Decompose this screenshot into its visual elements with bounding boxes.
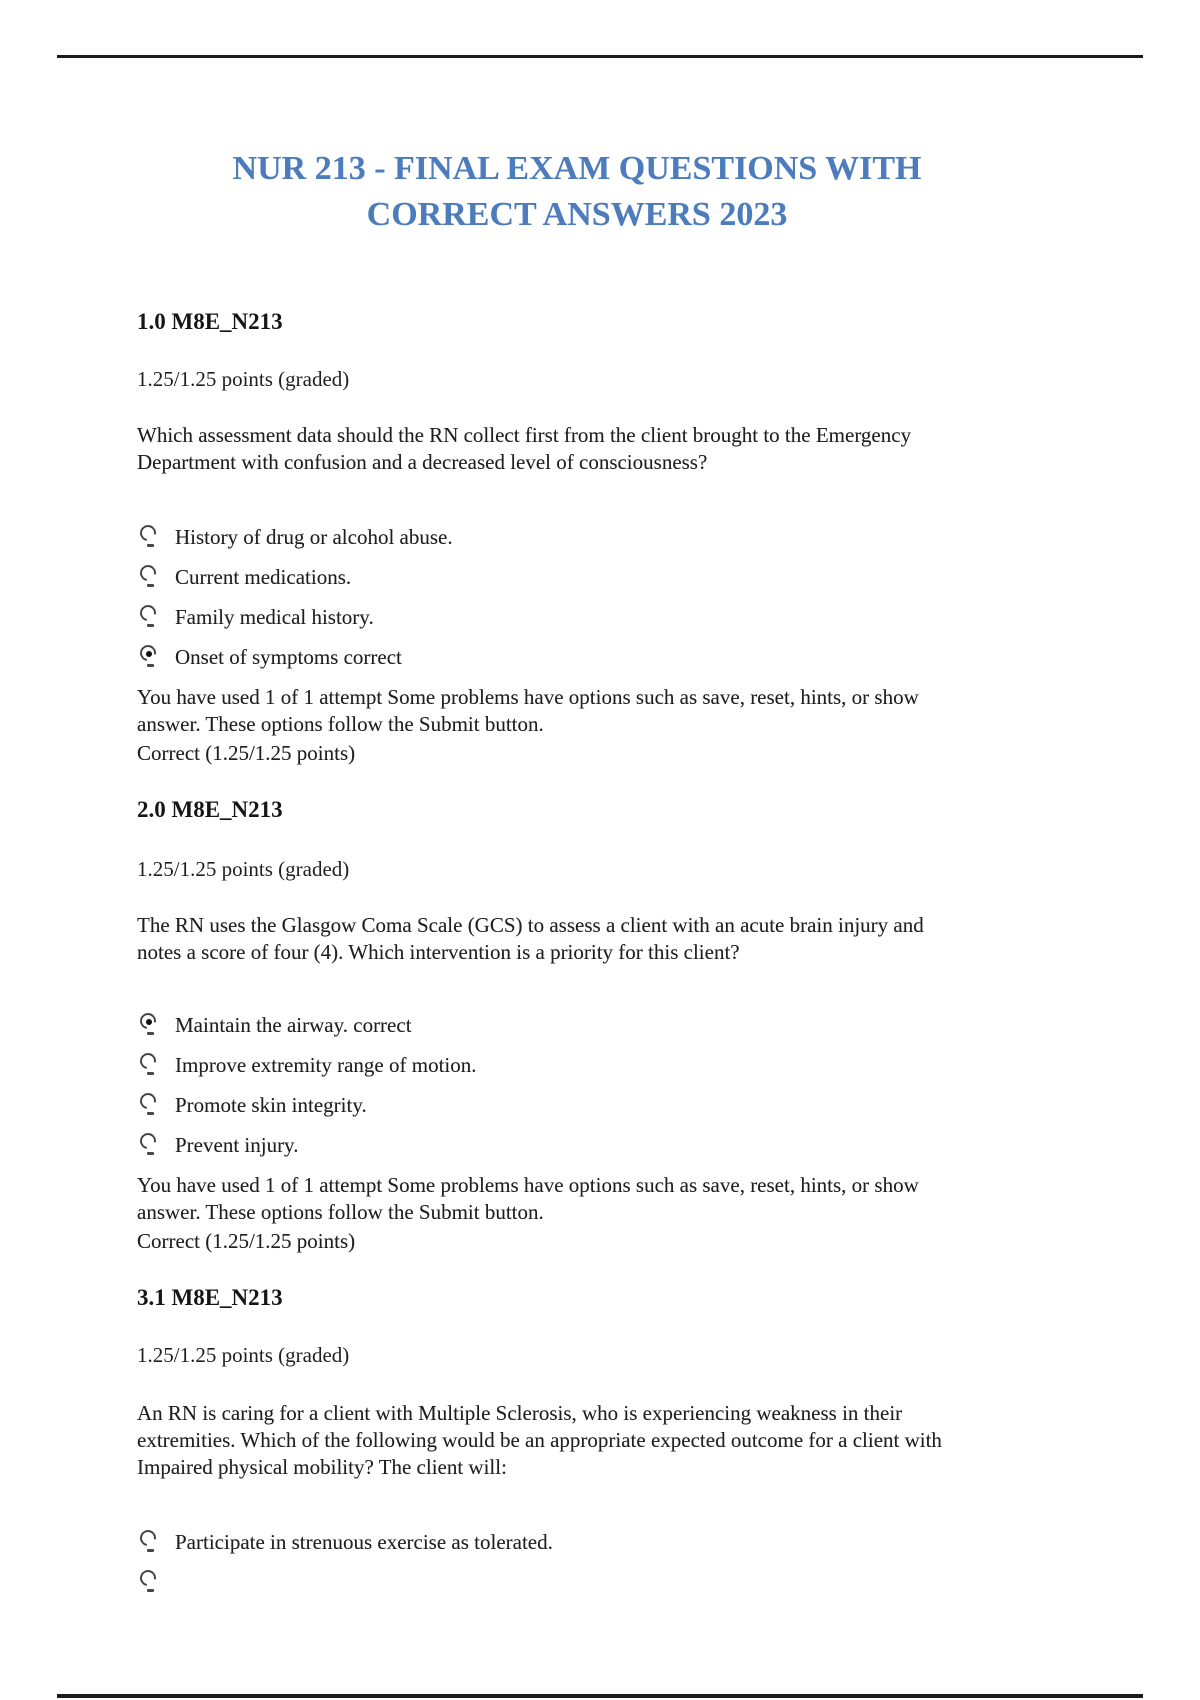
question-line: Which assessment data should the RN collect first from the client brought to the Emergency <box>137 423 912 447</box>
radio-unselected-icon <box>140 605 157 629</box>
document-title <box>137 146 1017 238</box>
question-section-2 <box>137 796 1200 1255</box>
answer-option <box>140 1132 1200 1160</box>
question-line: An RN is caring for a client with Multiple Sclerosis, who is experiencing weakness in their <box>137 1401 903 1425</box>
answer-option <box>140 1529 1200 1557</box>
answer-option-label: History of drug or alcohol abuse. <box>175 525 453 549</box>
attempt-info-line: answer. These options follow the Submit button. <box>137 1200 544 1224</box>
answer-option-label: Current medications. <box>175 565 352 589</box>
answer-option-label: Family medical history. <box>175 605 374 629</box>
radio-selected-icon <box>140 645 157 669</box>
points-graded-label: 1.25/1.25 points (graded) <box>137 367 350 391</box>
result-correct-label: Correct (1.25/1.25 points) <box>137 1229 356 1253</box>
question-line: Department with confusion and a decreased level of consciousness? <box>137 450 708 474</box>
section-heading: 2.0 M8E_N213 <box>137 797 283 822</box>
question-text <box>137 422 1200 476</box>
answer-options <box>140 1012 1200 1160</box>
radio-selected-icon <box>140 1013 157 1037</box>
answer-option-label: Improve extremity range of motion. <box>175 1053 477 1077</box>
answer-option-label: Onset of symptoms correct <box>175 645 402 669</box>
radio-unselected-icon <box>140 525 157 549</box>
question-line: Impaired physical mobility? The client will: <box>137 1455 507 1479</box>
question-line: The RN uses the Glasgow Coma Scale (GCS) to assess a client with an acute brain injury and <box>137 913 924 937</box>
answer-option <box>140 1052 1200 1080</box>
answer-options <box>140 524 1200 672</box>
points-graded-label: 1.25/1.25 points (graded) <box>137 1343 350 1367</box>
question-text <box>137 912 1200 966</box>
answer-option <box>140 524 1200 552</box>
answer-option-label: Maintain the airway. correct <box>175 1013 412 1037</box>
document-title-line2: CORRECT ANSWERS 2023 <box>366 196 788 233</box>
attempt-info <box>137 1172 1200 1226</box>
radio-unselected-icon <box>140 565 157 589</box>
attempt-info <box>137 684 1200 738</box>
question-line: notes a score of four (4). Which intervention is a priority for this client? <box>137 940 740 964</box>
answer-option-label: Participate in strenuous exercise as tolerated. <box>175 1530 553 1554</box>
document-title-line1: NUR 213 - FINAL EXAM QUESTIONS WITH <box>232 150 922 187</box>
answer-option <box>140 1012 1200 1040</box>
radio-unselected-icon <box>140 1133 157 1157</box>
points-graded-label: 1.25/1.25 points (graded) <box>137 857 350 881</box>
attempt-info-line: You have used 1 of 1 attempt Some problems have options such as save, reset, hints, or show <box>137 1173 919 1197</box>
answer-option <box>140 564 1200 592</box>
answer-option-label: Prevent injury. <box>175 1133 299 1157</box>
section-heading: 3.1 M8E_N213 <box>137 1285 283 1310</box>
question-text <box>137 1400 1200 1481</box>
question-section-1 <box>137 308 1200 767</box>
radio-unselected-icon <box>140 1570 157 1594</box>
attempt-info-line: You have used 1 of 1 attempt Some problems have options such as save, reset, hints, or show <box>137 685 919 709</box>
radio-unselected-icon <box>140 1530 157 1554</box>
answer-option <box>140 1569 1200 1597</box>
answer-option-label: Promote skin integrity. <box>175 1093 367 1117</box>
attempt-info-line: answer. These options follow the Submit button. <box>137 712 544 736</box>
spacer <box>137 238 1200 308</box>
answer-option <box>140 644 1200 672</box>
result-correct-label: Correct (1.25/1.25 points) <box>137 741 356 765</box>
question-section-3 <box>137 1284 1200 1597</box>
radio-unselected-icon <box>140 1053 157 1077</box>
answer-option <box>140 1092 1200 1120</box>
page-bottom-rule <box>57 1694 1143 1698</box>
radio-unselected-icon <box>140 1093 157 1117</box>
question-line: extremities. Which of the following would be an appropriate expected outcome for a client with <box>137 1428 942 1452</box>
section-heading: 1.0 M8E_N213 <box>137 309 283 334</box>
answer-options <box>140 1529 1200 1597</box>
answer-option <box>140 604 1200 632</box>
